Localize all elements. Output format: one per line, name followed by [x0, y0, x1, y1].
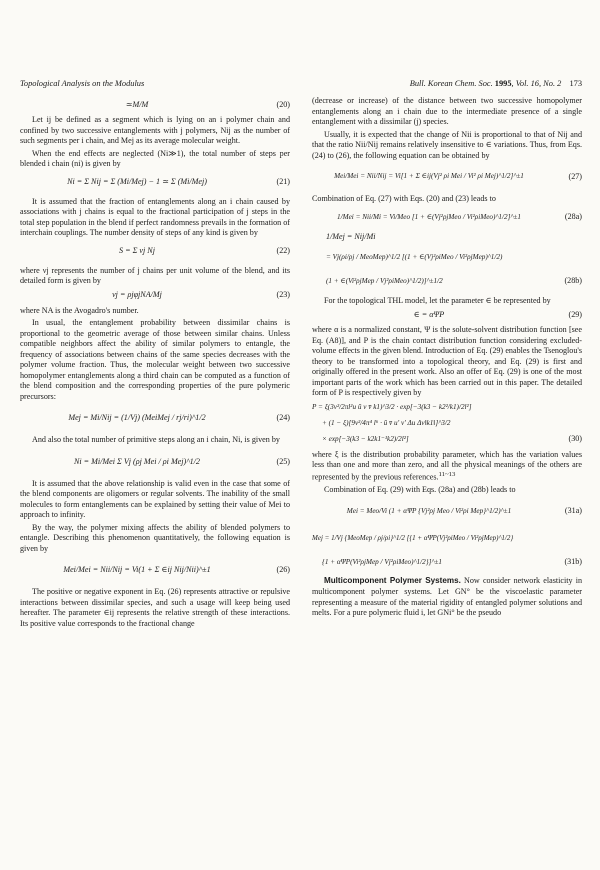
paragraph: Combination of Eq. (27) with Eqs. (20) and (23) leads to — [312, 194, 496, 204]
equation-27: Mei/Mei = Nii/Nij = Vi[1 + Σ ∈ij(Vj² ρi Mei / Vi² ρi Mej)^1/2]^±1 (27) — [334, 171, 582, 181]
equation-21: Ni = Σ Nij = Σ (Mi/Mej) − 1 ≃ Σ (Mi/Mej) (21) — [67, 177, 290, 187]
equation-23: νj = ρjφjNA/Mj (23) — [112, 290, 290, 300]
paragraph: Multicomponent Polymer Systems. Now consider network elasticity in multicomponent polymer systems. Let GN° be the viscoelastic parameter representing a measure of the material rigidity of entangled polymer solutions and melts. For a pure polymeric fluid i, let GNi° be the pseudo — [312, 576, 582, 618]
paragraph: where ξ is the distribution probability parameter, which has the variation values less than one and more than zero, and all the physical meanings of the others are represented by the previous references.$^{11\sim 13}$ — [312, 449, 582, 482]
equation-29: ∈ = αΨP (29) — [413, 309, 582, 319]
paragraph: In usual, the entanglement probability between dissimilar chains is proportional to the geometric average of those between similar chains. Unless compatible neighbors affect the ability of similar polymers to entangle, the frequency of associations between chains of the same species decreases with the polymer volume fraction. Thus, the molecular weight between two successive homopolymer entanglements along a third chain can be computed as a function of the blend composition and the corresponding properties of the pure polymeric precursors: — [20, 318, 290, 401]
paragraph: And also the total number of primitive steps along an i chain, Ni, is given by — [32, 435, 280, 445]
paragraph: By the way, the polymer mixing affects the ability of blended polymers to entangle. Describing this phenomenon quantitatively, the following equation is given by — [20, 522, 290, 553]
section-title: Multicomponent Polymer Systems. — [324, 576, 461, 586]
paragraph: where NA is the Avogadro's number. — [20, 305, 139, 315]
right-column — [312, 96, 582, 621]
equation-28b-line1: 1/Mej = Nij/Mi — [326, 232, 376, 242]
equation-31a: Mei = Meo/Vi (1 + αΨP {Vj²ρj Meo / Vi²ρi Mep}^1/2)^±1 (31a) — [346, 506, 582, 516]
equation-28a: 1/Mei = Nii/Mi = Vi/Meo [1 + ∈(Vj²ρjMeo / Vi²ρiMeo)^1/2]^±1 (28a) — [337, 212, 582, 222]
equation-28b-line3: (1 + ∈(Vi²ρjMep / Vj²ρiMeo)^1/2)]^±1/2 (28b) — [326, 276, 582, 286]
header-title: Topological Analysis on the Modulus — [20, 79, 145, 88]
left-column — [20, 96, 290, 632]
paragraph: For the topological THL model, let the parameter ∈ be represented by — [324, 295, 551, 305]
paragraph: The positive or negative exponent in Eq. (26) represents attractive or repulsive interactions between dissimilar species, and such a usage will keep being used hereafter. The parameter ∈ij represents the relative strength of these interactions. Its positive value corresponds to the fractional change — [20, 587, 290, 628]
paragraph: When the end effects are neglected (Ni≫1), the total number of steps per blended i chain (ni) is given by — [20, 148, 290, 169]
equation-26: Mei/Mei = Nii/Nij = Vi(1 + Σ ∈ij Nij/Nii)^±1 (26) — [63, 565, 290, 575]
reference-superscript: 11~13 — [438, 470, 456, 478]
paragraph: It is assumed that the fraction of entanglements along an i chain caused by associations with j chains is equal to the fractional participation of j steps in the total step population in the blend if perfect randomness prevails in the formation of interchain couplings. The number density of steps of any kind is given by — [20, 196, 290, 238]
equation-24: Mej = Mi/Nij = (1/Vj) (MeiMej / rj/ri)^1/2 (24) — [68, 413, 290, 423]
equation-30-line3: × exp[−3(k3 − k2k1⁻¹k2)/2l²] (30) — [322, 434, 582, 444]
header-citation: Bull. Korean Chem. Soc. 1995, Vol. 16, No. 2 173 — [409, 79, 582, 88]
equation-30-line1: P = ξ(3ν²/2πl²u ū v v̄ k1)^3/2 · exp[−3(k3 − k2²/k1)/2l²] — [312, 403, 472, 412]
equation-25: Ni = Mi/Mei Σ Vj (ρj Mei / ρi Mej)^1/2 (25) — [74, 456, 290, 466]
equation-31b-line1: Mej = 1/Vj {MeoMep / ρj/ρi}^1/2 [{1 + αΨP(Vj²ρiMeo / Vi²ρjMep)^1/2} — [312, 533, 514, 542]
running-header — [20, 79, 582, 90]
equation-28b-line2: = Vj(ρi/ρj / MeoMep)^1/2 [(1 + ∈(Vj²ρiMeo / Vi²ρjMep)^1/2) — [326, 252, 503, 261]
paragraph: Usually, it is expected that the change of Nii is proportional to that of Nij and that the ratio Nii/Nij remains relatively insensitive to ∈ variations. Thus, from Eqs. (24) to (26), the following equation can be obtained by — [312, 129, 582, 160]
equation-22: S = Σ νj Nj (22) — [119, 246, 290, 256]
paragraph: (decrease or increase) of the distance between two successive homopolymer entanglements along an i chain due to the intermediate presence of a single entanglement with a dissimilar (j) species. — [312, 96, 582, 127]
paragraph: It is assumed that the above relationship is valid even in the case that some of the blend components are oligomers or regular solvents. The inability of the small molecules to form entanglements can be explained by setting their value of Mei to approach to infinity. — [20, 478, 290, 520]
equation-30-line2: + (1 − ξ)[9ν²/4π⁴ l⁶ · ū v̄ u′ v′ Δu Δv‖k1‖]^3/2 — [322, 419, 451, 428]
equation-20: ≃M/M (20) — [125, 99, 290, 109]
paragraph: where α is a normalized constant, Ψ is the solute-solvent distribution function [see Eq. (A8)], and P is the chain contact distribution function considering excluded-volume effects in the given blend. Introduction of Eq. (29) enables the Tsenoglou's theory to be transformed into a topological theory, and Eq. (29) is first and originally offered in the present work. Also an offer of Eq. (29) is one of the most important parts of the work which has been carried out in this paper. The detailed form of P is respectively given by — [312, 325, 582, 398]
page-number: 173 — [569, 79, 582, 88]
paragraph: Combination of Eq. (29) with Eqs. (28a) and (28b) leads to — [324, 484, 516, 494]
paragraph: where νj represents the number of j chains per unit volume of the blend, and its detailed form is given by — [20, 265, 290, 286]
paragraph: Let ij be defined as a segment which is lying on an i polymer chain and confined by two successive entanglements with j polymers, Nij as the number of such segments per i chain, and Mej as its average molecular weight. — [20, 115, 290, 146]
equation-31b-line2: {1 + αΨP(Vi²ρjMep / Vj²ρiMeo)^1/2}]^±1 (31b) — [322, 557, 582, 567]
